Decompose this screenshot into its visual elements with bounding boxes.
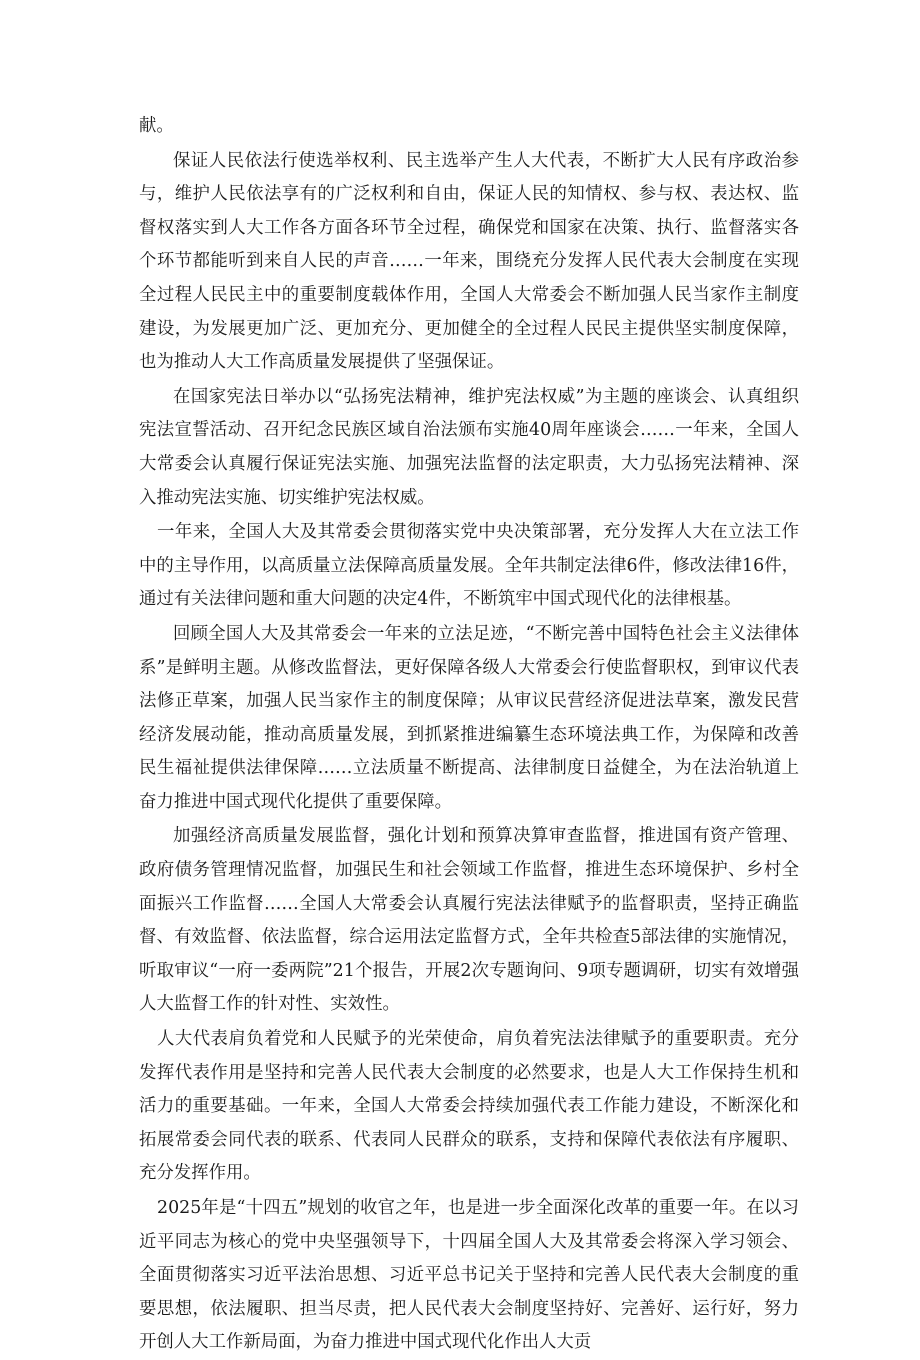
paragraph-people-democracy: 保证人民依法行使选举权利、民主选举产生人大代表，不断扩大人民有序政治参与，维护人民依法享有的广泛权利和自由，保证人民的知情权、参与权、表达权、监督权落实到人大工作各方面各环节全过程，确保党和国家在决策、执行、监督落实各个环节都能听到来自人民的声音……一年来，围绕充分发挥人民代表大会制度在实现全过程人民民主中的重要制度载体作用，全国人大常委会不断加强人民当家作主制度建设，为发展更加广泛、更加充分、更加健全的全过程人民民主提供坚实制度保障，也为推动人大工作高质量发展提供了坚强保证。 <box>139 150 799 373</box>
document-body <box>139 110 799 1360</box>
paragraph-legislation-summary: 一年来，全国人大及其常委会贯彻落实党中央决策部署，充分发挥人大在立法工作中的主导作用，以高质量立法保障高质量发展。全年共制定法律6件，修改法律16件，通过有关法律问题和重大问题的决定4件，不断筑牢中国式现代化的法律根基。 <box>139 522 799 610</box>
paragraph-continuation: 献。 <box>139 116 174 136</box>
paragraph-constitution-day: 在国家宪法日举办以“弘扬宪法精神，维护宪法权威”为主题的座谈会、认真组织宪法宣誓活动、召开纪念民族区域自治法颁布实施40周年座谈会……一年来，全国人大常委会认真履行保证宪法实施、加强宪法监督的法定职责，大力弘扬宪法精神、深入推动宪法实施、切实维护宪法权威。 <box>139 386 799 508</box>
paragraph-deputies: 人大代表肩负着党和人民赋予的光荣使命，肩负着宪法法律赋予的重要职责。充分发挥代表作用是坚持和完善人民代表大会制度的必然要求，也是人大工作保持生机和活力的重要基础。一年来，全国人大常委会持续加强代表工作能力建设，不断深化和拓展常委会同代表的联系、代表同人民群众的联系，支持和保障代表依法有序履职、充分发挥作用。 <box>139 1029 799 1184</box>
paragraph-supervision: 加强经济高质量发展监督，强化计划和预算决算审查监督，推进国有资产管理、政府债务管理情况监督，加强民生和社会领域工作监督，推进生态环境保护、乡村全面振兴工作监督……全国人大常委会认真履行宪法法律赋予的监督职责，坚持正确监督、有效监督、依法监督，综合运用法定监督方式，全年共检查5部法律的实施情况，听取审议“一府一委两院”21个报告，开展2次专题询问、9项专题调研，切实有效增强人大监督工作的针对性、实效性。 <box>139 826 799 1015</box>
paragraph-legal-system: 回顾全国人大及其常委会一年来的立法足迹，“不断完善中国特色社会主义法律体系”是鲜明主题。从修改监督法，更好保障各级人大常委会行使监督职权，到审议代表法修正草案，加强人民当家作主的制度保障；从审议民营经济促进法草案，激发民营经济发展动能，推动高质量发展，到抓紧推进编纂生态环境法典工作，为保障和改善民生福祉提供法律保障……立法质量不断提高、法律制度日益健全，为在法治轨道上奋力推进中国式现代化提供了重要保障。 <box>139 623 799 812</box>
paragraph-2025-outlook: 2025年是“十四五”规划的收官之年，也是进一步全面深化改革的重要一年。在以习近平同志为核心的党中央坚强领导下，十四届全国人大及其常委会将深入学习领会、全面贯彻落实习近平法治思想、习近平总书记关于坚持和完善人民代表大会制度的重要思想，依法履职、担当尽责，把人民代表大会制度坚持好、完善好、运行好，努力开创人大工作新局面，为奋力推进中国式现代化作出人大贡 <box>139 1198 799 1353</box>
